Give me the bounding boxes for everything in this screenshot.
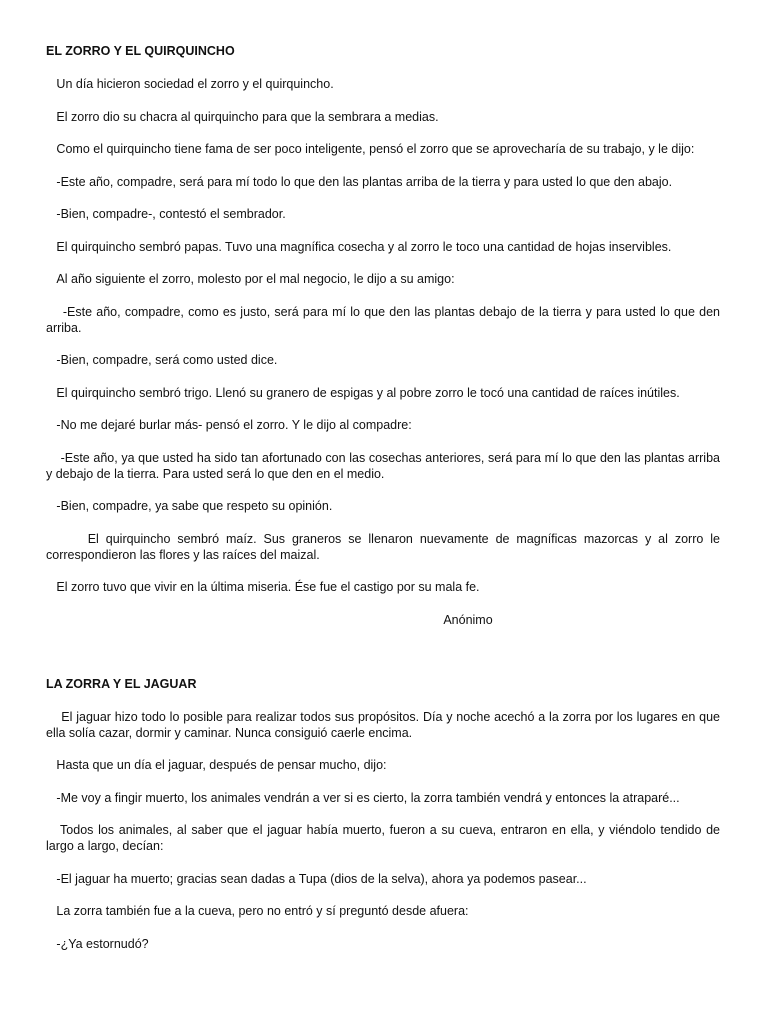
paragraph: El quirquincho sembró papas. Tuvo una magnífica cosecha y al zorro le toco una cantidad de hojas inservibles. (46, 239, 672, 254)
author-signature: Anónimo (443, 612, 493, 627)
paragraph: -Bien, compadre, ya sabe que respeto su opinión. (46, 499, 333, 513)
paragraph: El zorro tuvo que vivir en la última miseria. Ése fue el castigo por su mala fe. (46, 580, 480, 594)
paragraph: El zorro dio su chacra al quirquincho para que la sembrara a medias. (46, 109, 439, 124)
paragraph: Al año siguiente el zorro, molesto por el mal negocio, le dijo a su amigo: (46, 272, 455, 286)
paragraph: -Este año, compadre, será para mí todo lo que den las plantas arriba de la tierra y para usted lo que den abajo. (46, 174, 673, 189)
paragraph: -No me dejaré burlar más- pensó el zorro. Y le dijo al compadre: (46, 418, 412, 432)
paragraph: Como el quirquincho tiene fama de ser poco inteligente, pensó el zorro que se aprovecharía de su trabajo, y le dijo: (46, 142, 695, 156)
paragraph: -El jaguar ha muerto; gracias sean dadas a Tupa (dios de la selva), ahora ya podemos pasear... (46, 871, 587, 886)
story-title: LA ZORRA Y EL JAGUAR (46, 676, 197, 691)
paragraph: -¿Ya estornudó? (46, 936, 149, 951)
paragraph: El quirquincho sembró maíz. Sus graneros se llenaron nuevamente de magníficas mazorcas y al zorro le correspondieron las flores y las raíces del maizal. (46, 531, 724, 562)
paragraph: -Bien, compadre-, contestó el sembrador. (46, 207, 286, 221)
paragraph: Todos los animales, al saber que el jaguar había muerto, fueron a su cueva, entraron en ella, y viéndolo tendido de largo a largo, decían: (46, 823, 724, 853)
paragraph: -Me voy a fingir muerto, los animales vendrán a ver si es cierto, la zorra también vendrá y entonces la atraparé... (46, 790, 680, 805)
paragraph: El quirquincho sembró trigo. Llenó su granero de espigas y al pobre zorro le tocó una cantidad de raíces inútiles. (46, 385, 680, 400)
paragraph: El jaguar hizo todo lo posible para realizar todos sus propósitos. Día y noche acechó a la zorra por los lugares en que ella solía cazar, dormir y caminar. Nunca consiguió caerle encima. (46, 709, 724, 740)
paragraph: -Este año, ya que usted ha sido tan afortunado con las cosechas anteriores, será para mí lo que den las plantas arriba y debajo de la tierra. Para usted será lo que den en el medio. (46, 450, 724, 481)
paragraph: Un día hicieron sociedad el zorro y el quirquincho. (46, 77, 334, 91)
paragraph: Hasta que un día el jaguar, después de pensar mucho, dijo: (46, 758, 387, 772)
paragraph: La zorra también fue a la cueva, pero no entró y sí preguntó desde afuera: (46, 904, 469, 918)
story-title: EL ZORRO Y EL QUIRQUINCHO (46, 44, 235, 58)
paragraph: -Este año, compadre, como es justo, será para mí lo que den las plantas debajo de la tierra y para usted lo que den arriba. (46, 304, 724, 335)
paragraph: -Bien, compadre, será como usted dice. (46, 353, 278, 367)
